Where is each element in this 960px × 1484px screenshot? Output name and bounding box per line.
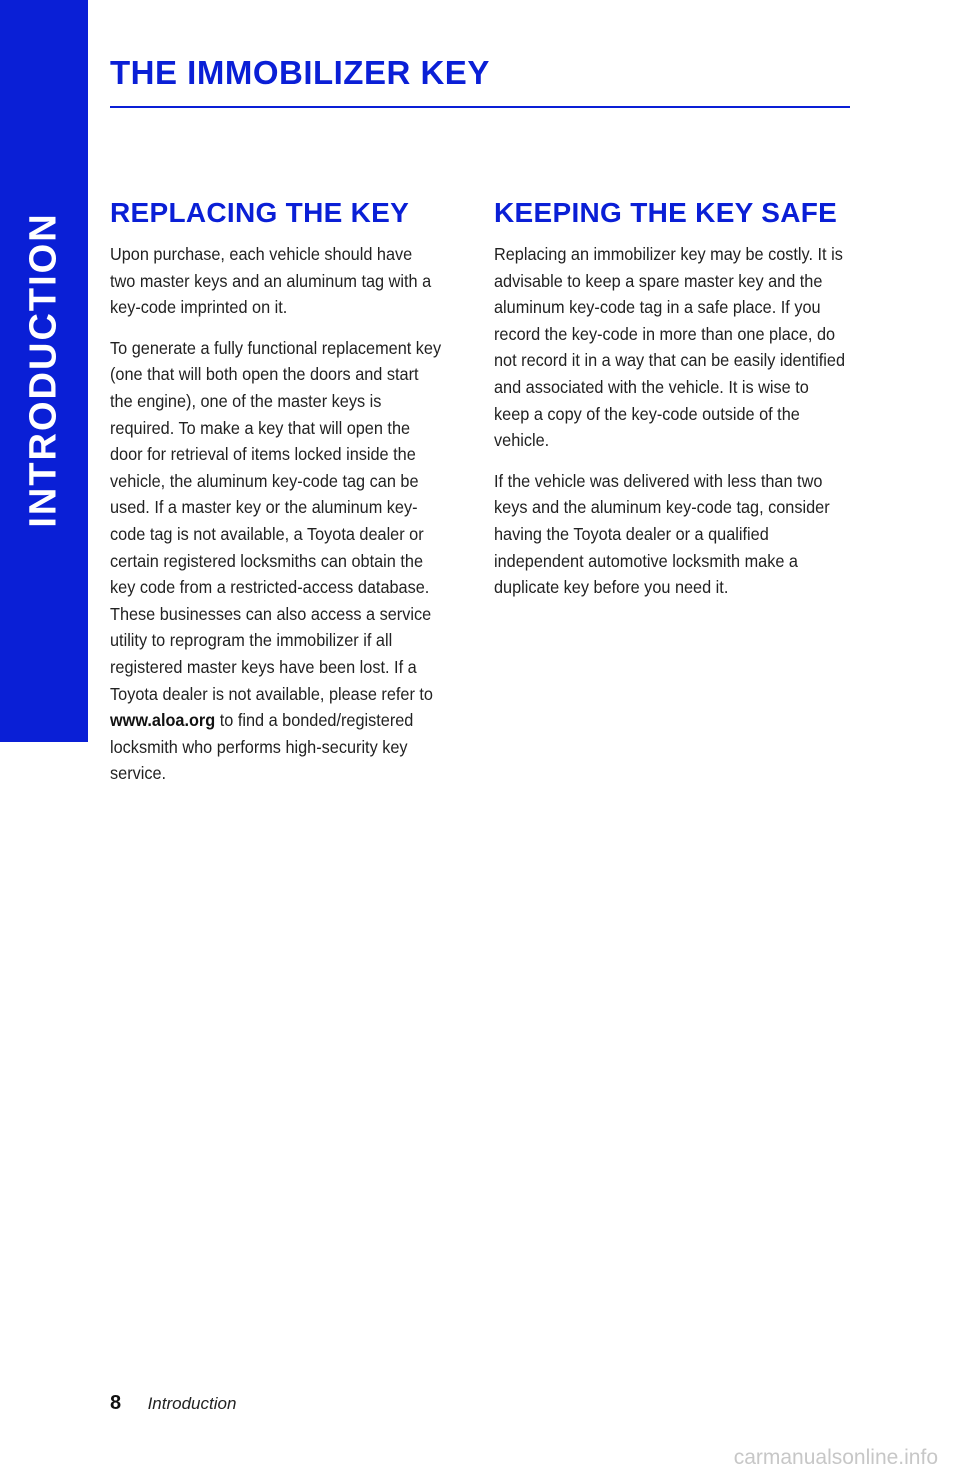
section-side-tab (0, 0, 88, 742)
keeping-key-safe-heading: KEEPING THE KEY SAFE (494, 197, 838, 228)
watermark: carmanualsonline.info (733, 1446, 938, 1469)
aloa-website-link[interactable]: www.aloa.org (110, 710, 216, 731)
replacing-key-paragraph-2 (110, 335, 441, 787)
replacing-key-heading: REPLACING THE KEY (110, 197, 410, 228)
page-title: THE IMMOBILIZER KEY (110, 54, 490, 91)
keeping-key-safe-section (494, 197, 844, 615)
page-number: 8 (110, 1392, 122, 1414)
footer-section-name: Introduction (147, 1394, 237, 1413)
keeping-key-safe-paragraph-2: If the vehicle was delivered with less than two keys and the aluminum key-code tag, consider having the Toyota dealer or a qualified independent automotive locksmith make a duplicate key before you need it. (494, 470, 830, 598)
title-divider (110, 106, 850, 108)
paragraph-text: to find a bonded/registered locksmith who performs high-security key service. (110, 710, 414, 784)
keeping-key-safe-paragraph-1: Replacing an immobilizer key may be costly. It is advisable to keep a spare master key and the aluminum key-code tag in a safe place. If you record the key-code in more than one place, do not record it in a way that can be easily identified and associated with the vehicle. It is wise to keep a copy of the key-code outside of the vehicle. (494, 244, 846, 451)
paragraph-text: To generate a fully functional replacement key (one that will both open the doors and start the engine), one of the master keys is required. To make a key that will open the door for retrieval of items locked inside the vehicle, the aluminum key-code tag can be used. If a master key or the aluminum key-code tag is not available, a Toyota dealer or certain registered locksmiths can obtain the key code from a restricted-access database. These businesses can also access a service utility to reprogram the immobilizer if all registered master keys have been lost. If a Toyota dealer is not available, please refer to (110, 337, 442, 704)
replacing-key-section (110, 197, 440, 801)
page-footer (110, 1392, 236, 1415)
replacing-key-paragraph-1: Upon purchase, each vehicle should have two master keys and an aluminum tag with a key-code imprinted on it. (110, 244, 432, 318)
side-tab-label: INTRODUCTION (22, 212, 65, 528)
